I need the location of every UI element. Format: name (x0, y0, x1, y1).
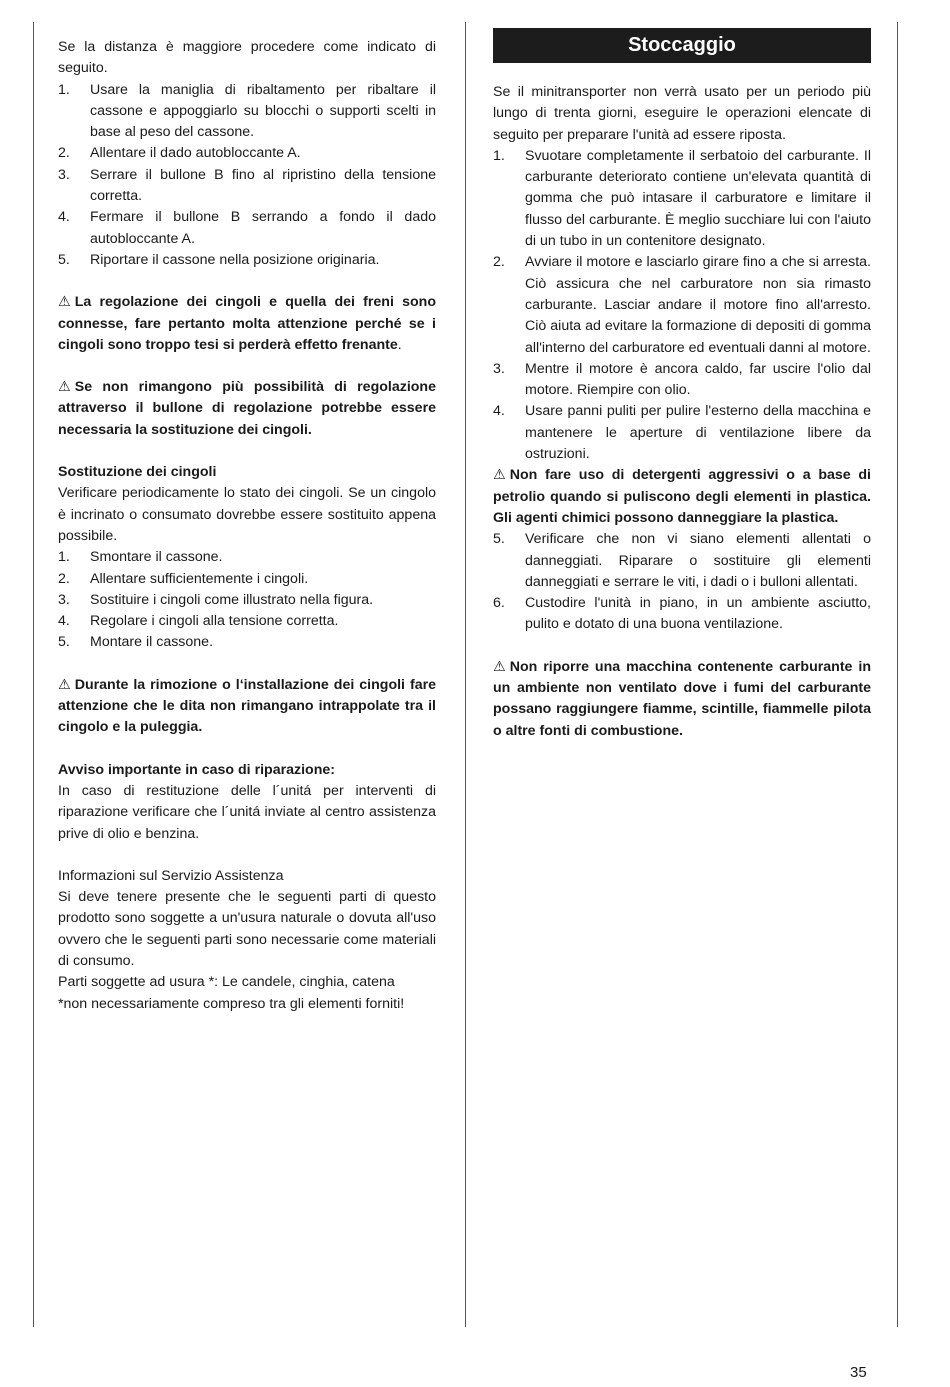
list-item-number: 5. (58, 251, 70, 268)
list-item-text: Montare il cassone. (90, 634, 214, 651)
storage-steps-list (493, 146, 871, 465)
list-item (58, 611, 436, 632)
list-item (493, 252, 871, 358)
warning-icon: ⚠ (493, 658, 506, 675)
list-item-number: 6. (493, 595, 505, 612)
list-item-text: Custodire l'unità in piano, in un ambiente asciutto, pulito e dotato di una buona ventilazione. (525, 595, 871, 633)
repair-text: In caso di restituzione delle l´unitá per interventi di riparazione verificare che l´unitá inviate al centro assistenza prive di olio e benzina. (58, 782, 436, 842)
right-column (493, 28, 871, 742)
warning-icon: ⚠ (58, 294, 71, 311)
list-item (58, 590, 436, 611)
list-item (58, 547, 436, 568)
list-item-text: Verificare che non vi siano elementi allentati o danneggiati. Riparare o sostituire gli elementi danneggiati e serrare le viti, i dadi o i bulloni allentati. (525, 531, 871, 590)
list-item-number: 1. (58, 81, 70, 98)
list-item-number: 3. (493, 360, 505, 377)
list-item (58, 632, 436, 653)
list-item (58, 569, 436, 590)
list-item (493, 146, 871, 252)
list-item-text: Mentre il motore è ancora caldo, far uscire l'olio dal motore. Riempire con olio. (525, 360, 871, 399)
repair-heading: Avviso importante in caso di riparazione: (58, 761, 335, 778)
replace-heading: Sostituzione dei cingoli (58, 464, 217, 481)
list-item (58, 143, 436, 164)
list-item-text: Regolare i cingoli alla tensione corretta. (90, 613, 339, 630)
warning-text: Durante la rimozione o l‘installazione dei cingoli fare attenzione che le dita non rimangano intrappolate tra il cingolo e la puleggia. (58, 676, 436, 736)
warning-fuel-storage (493, 657, 871, 742)
list-item (493, 593, 871, 636)
list-item-text: Svuotare completamente il serbatoio del carburante. Il carburante deteriorato contiene un'elevata quantità di gomma che può intasare il carburatore e limitare il flusso del carburante. È meglio succhiare lui con l'aiuto di un tubo in un contenitore designato. (525, 147, 871, 250)
adjust-steps-list (58, 80, 436, 272)
list-item (58, 207, 436, 250)
list-item-number: 5. (493, 531, 505, 548)
list-item-number: 2. (58, 145, 70, 162)
warning-text: Non riporre una macchina contenente carburante in un ambiente non ventilato dove i fumi del carburante possano raggiungere fiamme, scintille, fiammelle pilota o altre fonti di combustione. (493, 658, 871, 739)
service-note: *non necessariamente compreso tra gli elementi forniti! (58, 995, 405, 1012)
left-column (58, 37, 436, 1015)
service-heading: Informazioni sul Servizio Assistenza (58, 867, 284, 884)
warning-icon: ⚠ (493, 467, 506, 484)
page-number: 35 (850, 1364, 867, 1381)
list-item-text: Smontare il cassone. (90, 549, 223, 566)
service-parts: Parti soggette ad usura *: Le candele, cinghia, catena (58, 974, 395, 991)
list-item-number: 3. (58, 591, 70, 608)
list-item-text: Allentare il dado autobloccante A. (90, 145, 301, 162)
list-item-text: Riportare il cassone nella posizione originaria. (90, 251, 380, 268)
replace-steps-list (58, 547, 436, 653)
warning-end: . (397, 336, 402, 353)
list-item-number: 4. (58, 613, 70, 630)
warning-icon: ⚠ (58, 379, 71, 396)
list-item (58, 165, 436, 208)
list-item (493, 529, 871, 593)
list-item-text: Avviare il motore e lasciarlo girare fino a che si arresta. Ciò assicura che nel carburatore non sia rimasto carburante. Lasciar andare il motore fino all'arresto. Ciò aiuta ad evitare la formazione di depositi di gomma all'interno del carburatore ed eventuali danni al motore. (525, 254, 871, 356)
list-item-text: Fermare il bullone B serrando a fondo il dado autobloccante A. (90, 209, 436, 247)
list-item-number: 1. (493, 147, 505, 164)
warning-fingers (58, 675, 436, 739)
replace-intro: Verificare periodicamente lo stato dei cingoli. Se un cingolo è incrinato o consumato dovrebbe essere sostituito appena possibile. (58, 485, 436, 544)
list-item (493, 401, 871, 465)
list-item (493, 359, 871, 402)
list-item-number: 4. (58, 209, 70, 226)
service-text: Si deve tenere presente che le seguenti parti di questo prodotto sono soggette a un'usura naturale o dovuta all'uso ovvero che le seguenti parti sono necessarie come materiali di consumo. (58, 889, 436, 969)
list-item-text: Usare la maniglia di ribaltamento per ribaltare il cassone e appoggiarlo su blocchi o supporti scelti in base al peso del cassone. (90, 81, 436, 141)
warning-text: La regolazione dei cingoli e quella dei freni sono connesse, fare pertanto molta attenzione perché se i cingoli sono troppo tesi si perderà effetto frenante (58, 294, 436, 353)
warning-text: Se non rimangono più possibilità di regolazione attraverso il bullone di regolazione potrebbe essere necessaria la sostituzione dei cingoli. (58, 379, 436, 438)
list-item-text: Allentare sufficientemente i cingoli. (90, 570, 309, 587)
left-margin-rule (33, 22, 34, 1327)
list-item-number: 2. (493, 254, 505, 271)
right-margin-rule (897, 22, 898, 1327)
list-item-number: 4. (493, 403, 505, 420)
list-item (58, 80, 436, 144)
list-item (58, 250, 436, 271)
storage-steps-list-continued (493, 529, 871, 635)
warning-text: Non fare uso di detergenti aggressivi o a base di petrolio quando si puliscono degli elementi in plastica. Gli agenti chimici possono danneggiare la plastica. (493, 467, 871, 526)
list-item-number: 3. (58, 166, 70, 183)
list-item-text: Serrare il bullone B fino al ripristino della tensione corretta. (90, 166, 436, 205)
adjust-intro: Se la distanza è maggiore procedere come indicato di seguito. (58, 39, 436, 77)
warning-brakes (58, 292, 436, 356)
warning-adjustment (58, 377, 436, 441)
section-title: Stoccaggio (493, 28, 871, 63)
storage-intro: Se il minitransporter non verrà usato per un periodo più lungo di trenta giorni, eseguire le operazioni elencate di seguito per preparare l'unità ad essere riposta. (493, 84, 871, 143)
center-column-rule (465, 22, 466, 1327)
warning-detergents (493, 465, 871, 529)
list-item-number: 2. (58, 570, 70, 587)
list-item-number: 1. (58, 549, 70, 566)
list-item-text: Sostituire i cingoli come illustrato nella figura. (90, 591, 374, 608)
warning-icon: ⚠ (58, 676, 71, 693)
list-item-text: Usare panni puliti per pulire l'esterno della macchina e mantenere le aperture di ventilazione libere da ostruzioni. (525, 403, 871, 463)
list-item-number: 5. (58, 634, 70, 651)
